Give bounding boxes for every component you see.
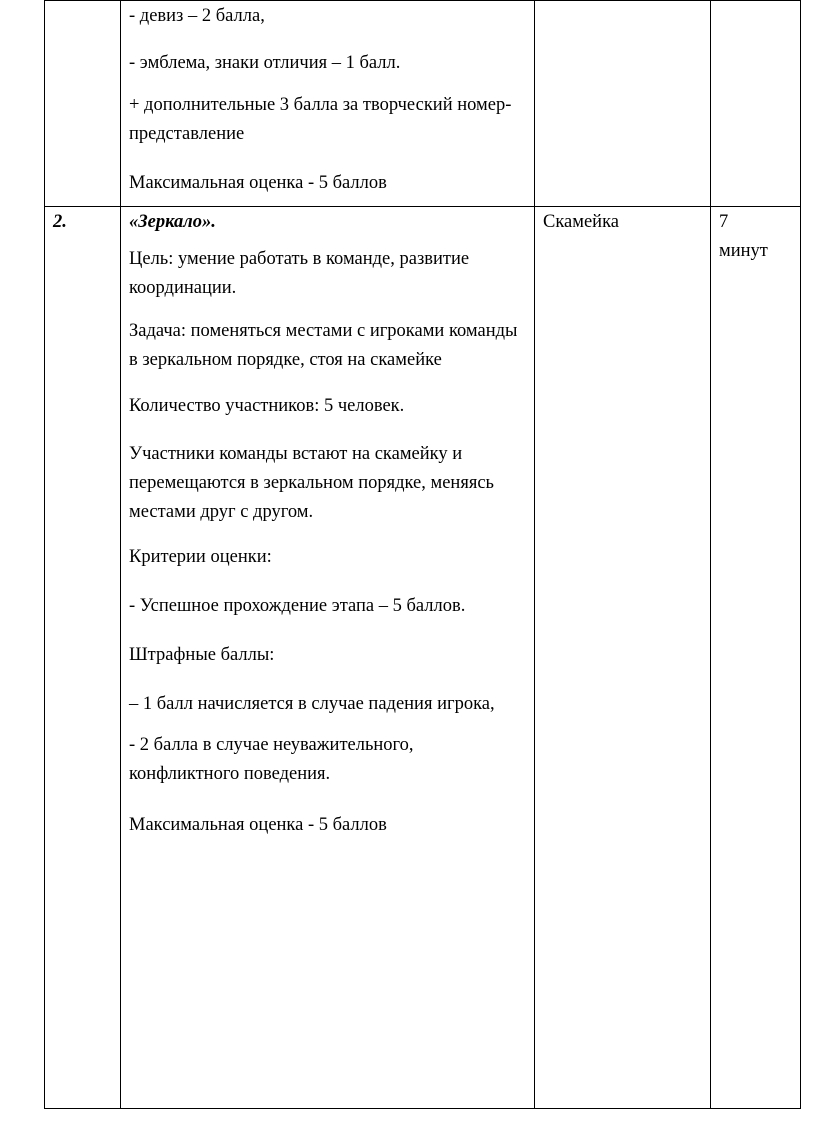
- table-row: [45, 1, 801, 207]
- penalty-fall-text: – 1 балл начисляется в случае падения игрока,: [129, 694, 495, 714]
- emblem-line: - эмблема, знаки отличия – 1 балл.: [129, 53, 401, 73]
- time-value: 7: [719, 212, 729, 232]
- goal-text: Цель: умение работать в команде, развитие координации.: [129, 249, 470, 298]
- participants-text: Количество участников: 5 человек.: [129, 396, 405, 416]
- station-title: «Зеркало».: [129, 212, 216, 232]
- content-cell: [121, 1, 535, 207]
- equipment-cell: [535, 1, 711, 207]
- equipment-text: Скамейка: [543, 212, 619, 232]
- stations-table: [44, 0, 801, 1109]
- motto-line: - девиз – 2 балла,: [129, 6, 265, 26]
- criteria-heading: Критерии оценки:: [129, 547, 272, 567]
- time-cell: [711, 1, 801, 207]
- penalty-heading: Штрафные баллы:: [129, 645, 275, 665]
- criteria-text: - Успешное прохождение этапа – 5 баллов.: [129, 596, 466, 616]
- task-text: Задача: поменяться местами с игроками команды в зеркальном порядке, стоя на скамейке: [129, 321, 518, 370]
- equipment-cell: [535, 207, 711, 1109]
- max-score-line: Максимальная оценка - 5 баллов: [129, 815, 387, 835]
- number-cell: [45, 207, 121, 1109]
- description-text: Участники команды встают на скамейку и перемещаются в зеркальном порядке, меняясь местами друг с другом.: [129, 444, 494, 522]
- max-score-line: Максимальная оценка - 5 баллов: [129, 173, 387, 193]
- time-cell: [711, 207, 801, 1109]
- content-cell: [121, 207, 535, 1109]
- penalty-conduct-text: - 2 балла в случае неуважительного, конфликтного поведения.: [129, 735, 414, 784]
- number-cell: [45, 1, 121, 207]
- bonus-line: + дополнительные 3 балла за творческий номер-представление: [129, 95, 512, 144]
- row-number: 2.: [53, 212, 67, 232]
- table-row: [45, 207, 801, 1109]
- time-unit: минут: [719, 241, 768, 261]
